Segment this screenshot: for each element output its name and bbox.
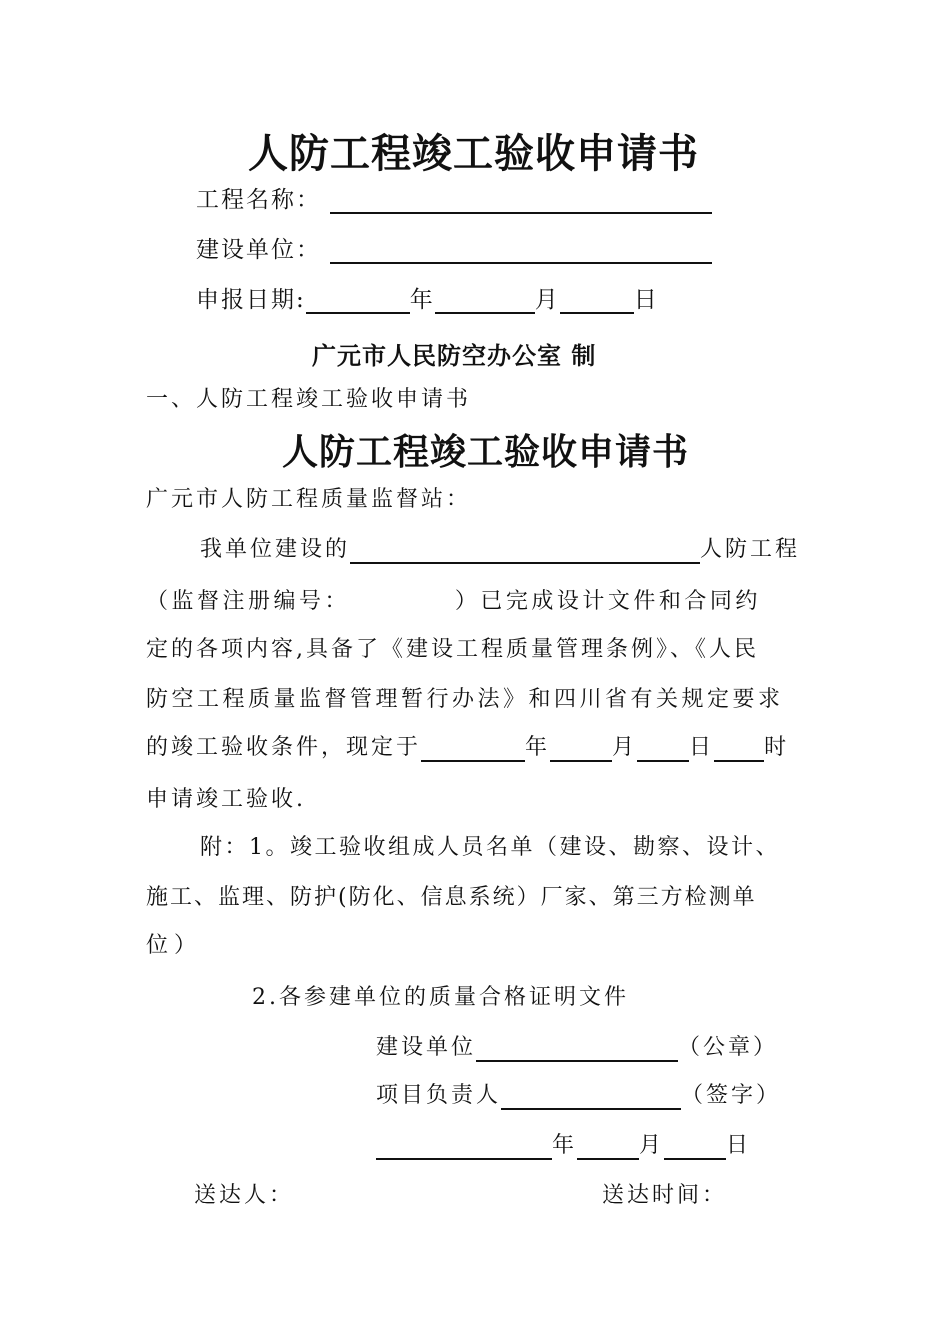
sign-day: 日 [726, 1133, 752, 1158]
body-line-6: 申请竣工验收. [146, 787, 306, 812]
line5-day: 日 [689, 735, 715, 760]
line1-prefix: 我单位建设的 [200, 537, 351, 562]
attachment-1-line-b: 施工、监理、防护(防化、信息系统）厂家、第三方检测单 [146, 885, 757, 910]
accept-year-field[interactable] [421, 736, 525, 762]
project-name-label: 工程名称： [196, 187, 321, 213]
section-heading: 一、人防工程竣工验收申请书 [146, 387, 472, 412]
accept-hour-field[interactable] [714, 736, 764, 762]
year-label: 年 [409, 287, 435, 313]
sign-year: 年 [552, 1133, 578, 1158]
attachment-1-line-a: 附：1。竣工验收组成人员名单（建设、勘察、设计、 [200, 835, 780, 860]
project-field[interactable] [350, 538, 700, 564]
sign-month: 月 [639, 1133, 665, 1158]
sign-unit-row [376, 1034, 778, 1062]
attachment-2: 2.各参建单位的质量合格证明文件 [252, 985, 629, 1010]
sign-unit-field[interactable] [476, 1036, 678, 1062]
sign-day-field[interactable] [664, 1134, 726, 1160]
issuing-office: 广元市人民防空办公室 制 [312, 342, 597, 370]
sign-person-label: 项目负责人 [376, 1083, 502, 1108]
month-label: 月 [534, 287, 560, 313]
day-label: 日 [633, 287, 659, 313]
line5-prefix: 的竣工验收条件，现定于 [146, 735, 422, 760]
body-line-1 [200, 536, 800, 564]
line5-hour: 时 [764, 735, 790, 760]
sign-month-field[interactable] [577, 1134, 639, 1160]
body-line-3: 定的各项内容,具备了《建设工程质量管理条例》、《人民 [146, 637, 759, 662]
line5-year: 年 [525, 735, 551, 760]
attachment-1-line-c: 位） [146, 933, 203, 958]
cover-title: 人防工程竣工验收申请书 [248, 130, 699, 177]
project-name-field[interactable] [330, 188, 712, 214]
line5-month: 月 [612, 735, 638, 760]
body-line-4: 防空工程质量监督管理暂行办法》和四川省有关规定要求 [146, 687, 784, 712]
report-month-field[interactable] [435, 288, 535, 314]
sign-date-row [376, 1132, 751, 1160]
construction-unit-field[interactable] [330, 238, 712, 264]
sign-unit-label: 建设单位 [376, 1035, 477, 1060]
report-year-field[interactable] [306, 288, 410, 314]
body-line-2: （监督注册编号： ）已完成设计文件和合同约 [146, 589, 761, 614]
sign-person-field[interactable] [501, 1084, 681, 1110]
construction-unit-label: 建设单位： [196, 237, 321, 263]
delivery-time-label: 送达时间： [602, 1183, 728, 1208]
body-line-5 [146, 734, 789, 762]
deliverer-label: 送达人： [194, 1183, 295, 1208]
report-date-row [196, 286, 659, 314]
report-day-field[interactable] [560, 288, 634, 314]
accept-day-field[interactable] [637, 736, 689, 762]
construction-unit-row [196, 236, 712, 264]
project-name-row [196, 186, 712, 214]
report-date-label: 申报日期: [196, 287, 306, 313]
line1-suffix: 人防工程 [700, 537, 801, 562]
addressee: 广元市人防工程质量监督站： [146, 487, 472, 512]
sign-person-note: （签字） [681, 1083, 782, 1108]
sign-year-field[interactable] [376, 1134, 552, 1160]
section-title: 人防工程竣工验收申请书 [282, 431, 690, 473]
accept-month-field[interactable] [550, 736, 612, 762]
sign-person-row [376, 1082, 781, 1110]
sign-unit-note: （公章） [678, 1035, 779, 1060]
